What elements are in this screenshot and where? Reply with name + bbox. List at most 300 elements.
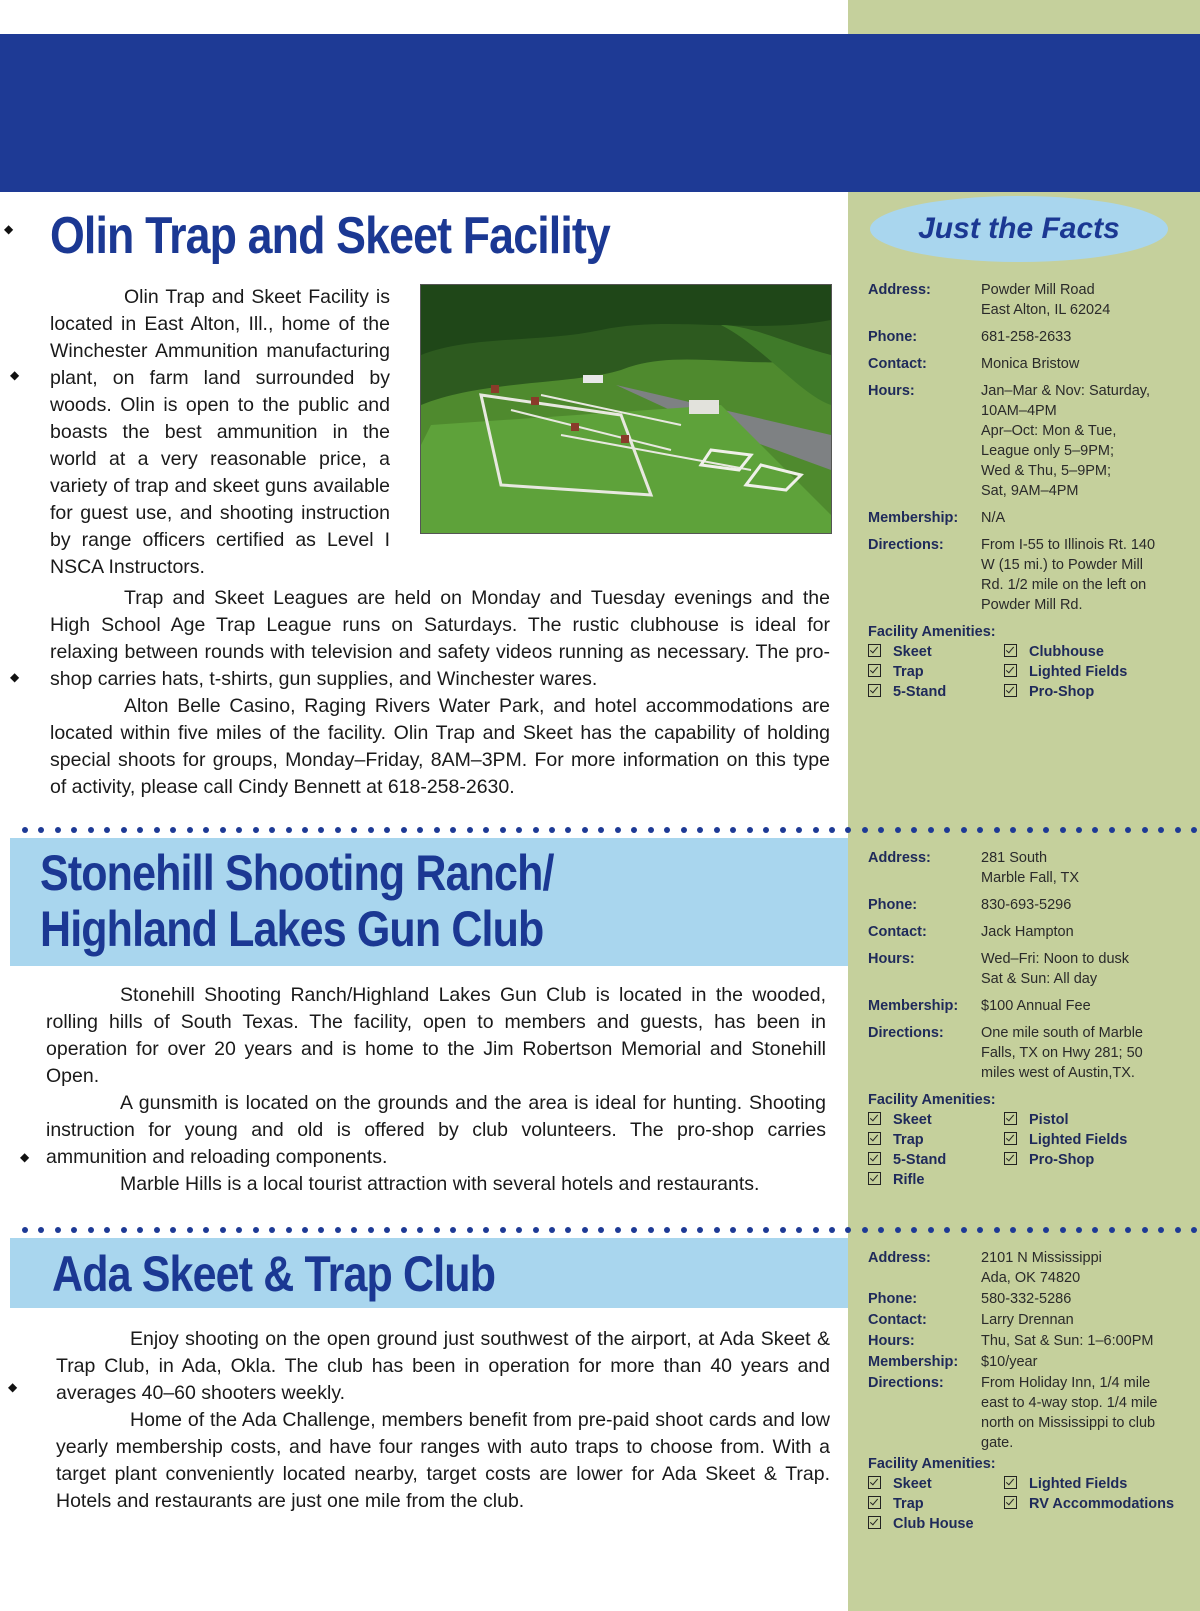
divider-dot: [598, 827, 604, 833]
divider-dot: [730, 827, 736, 833]
divider-dot: [516, 827, 522, 833]
fact-value: Thu, Sat & Sun: 1–6:00PM: [981, 1333, 1154, 1349]
fact-line: Powder Mill Road: [981, 282, 1095, 298]
divider-dot: [434, 1227, 440, 1233]
divider-dot: [335, 1227, 341, 1233]
divider-dot: [467, 1227, 473, 1233]
divider-dot: [796, 1227, 802, 1233]
divider-dot: [813, 1227, 819, 1233]
divider-dot: [351, 827, 357, 833]
divider-dot: [1125, 1227, 1131, 1233]
divider-dot: [845, 1227, 851, 1233]
divider-dot: [104, 1227, 110, 1233]
divider-dot: [681, 827, 687, 833]
divider-dot: [22, 1227, 28, 1233]
section-title: Olin Trap and Skeet Facility: [50, 207, 610, 265]
fact-phone: [868, 327, 1183, 347]
divider-dot: [236, 1227, 242, 1233]
divider-dot: [483, 827, 489, 833]
divider-dot: [961, 1227, 967, 1233]
divider-dot: [1060, 827, 1066, 833]
divider-dot: [38, 827, 44, 833]
amenity-item: [868, 1130, 1004, 1150]
amenity-item: [1004, 1474, 1174, 1494]
amenity-label: Rifle: [893, 1172, 925, 1188]
amenities-title: Facility Amenities:: [868, 624, 996, 640]
checkbox-checked-icon: [1004, 684, 1017, 697]
checkbox-checked-icon: [1004, 1496, 1017, 1509]
divider-dot: [203, 1227, 209, 1233]
divider-dot: [500, 827, 506, 833]
amenity-item: [1004, 1494, 1174, 1514]
divider-dot: [1010, 1227, 1016, 1233]
fact-label: Membership:: [868, 1354, 959, 1370]
divider-dot: [170, 827, 176, 833]
amenity-item: [868, 682, 1004, 702]
divider-dot: [944, 827, 950, 833]
fact-value: 681-258-2633: [981, 329, 1072, 345]
divider-dot: [137, 827, 143, 833]
amenities-list: [868, 642, 1183, 702]
divider-dot: [862, 1227, 868, 1233]
divider-dot: [549, 827, 555, 833]
checkbox-checked-icon: [1004, 1112, 1017, 1125]
divider-dot: [730, 1227, 736, 1233]
divider-dot: [269, 827, 275, 833]
divider-dot: [994, 1227, 1000, 1233]
divider-dot: [368, 1227, 374, 1233]
divider-dot: [203, 827, 209, 833]
divider-dot: [318, 827, 324, 833]
divider-dot: [1092, 827, 1098, 833]
divider-dot: [269, 1227, 275, 1233]
amenity-item: [868, 1150, 1004, 1170]
fact-line: From I-55 to Illinois Rt. 140: [981, 537, 1156, 553]
checkbox-checked-icon: [868, 1172, 881, 1185]
checkbox-checked-icon: [1004, 664, 1017, 677]
divider-dot: [549, 1227, 555, 1233]
divider-dot: [895, 1227, 901, 1233]
divider-dot: [417, 827, 423, 833]
divider-dot: [648, 1227, 654, 1233]
paragraph: Alton Belle Casino, Raging Rivers Water Park, and hotel accommodations are located within five miles of the facility. Olin Trap and Skeet has the capability of holding special shoots for groups, Monday–Friday, 8AM–3PM. For more information on this type of activity, please call Cindy Bennett at 618-258-2630.: [50, 695, 830, 798]
header-banner: [0, 34, 848, 192]
fact-label: Directions:: [868, 1375, 944, 1391]
paragraph: Trap and Skeet Leagues are held on Monday and Tuesday evenings and the High School Age Trap League runs on Saturdays. The rustic clubhouse is ideal for relaxing between rounds with television and safety videos running as necessary. The pro-shop carries hats, t-shirts, gun supplies, and Winchester wares.: [50, 587, 830, 690]
divider-dot: [961, 827, 967, 833]
header-banner-right: [848, 34, 1200, 192]
divider-dot: [71, 1227, 77, 1233]
amenity-item: [868, 1110, 1004, 1130]
fact-line: Wed–Fri: Noon to dusk: [981, 951, 1130, 967]
divider-dot: [582, 827, 588, 833]
divider-dot: [994, 827, 1000, 833]
divider-dot: [38, 1227, 44, 1233]
checkbox-checked-icon: [1004, 1132, 1017, 1145]
divider-dot: [384, 827, 390, 833]
divider-dot: [88, 827, 94, 833]
divider-dot: [714, 1227, 720, 1233]
divider-dot: [154, 827, 160, 833]
checkbox-checked-icon: [1004, 1152, 1017, 1165]
divider-dot: [631, 1227, 637, 1233]
divider-dot: [747, 1227, 753, 1233]
divider-dot: [286, 827, 292, 833]
divider-dot: [154, 1227, 160, 1233]
divider-dot: [796, 827, 802, 833]
divider-dot: [664, 1227, 670, 1233]
divider-dot: [1175, 827, 1181, 833]
divider-dot: [747, 827, 753, 833]
margin-mark: ◆: [10, 670, 20, 684]
fact-directions: [868, 1373, 1183, 1453]
divider-dot: [763, 1227, 769, 1233]
fact-label: Directions:: [868, 1025, 944, 1041]
checkbox-checked-icon: [868, 684, 881, 697]
fact-line: Sat & Sun: All day: [981, 971, 1098, 987]
divider-dot: [1076, 1227, 1082, 1233]
divider-dot: [533, 1227, 539, 1233]
facts-box-olin: [868, 280, 1183, 702]
paragraph: Home of the Ada Challenge, members benefit from pre-paid shoot cards and low yearly membership costs, and have four ranges with auto traps to choose from. With a target plant conveniently located nearby, target costs are lower for Ada Skeet & Trap. Hotels and restaurants are just one mile from the club.: [56, 1409, 830, 1512]
fact-line: From Holiday Inn, 1/4 mile: [981, 1375, 1151, 1391]
amenity-label: RV Accommodations: [1029, 1496, 1175, 1512]
amenity-label: 5-Stand: [893, 684, 947, 700]
fact-membership: [868, 996, 1183, 1016]
fact-value: [981, 1248, 1183, 1288]
divider-dot: [1125, 827, 1131, 833]
divider-dot: [928, 1227, 934, 1233]
margin-mark: ◆: [8, 1380, 18, 1394]
fact-line: One mile south of Marble: [981, 1025, 1143, 1041]
divider-dot: [911, 1227, 917, 1233]
fact-value: [981, 381, 1183, 501]
divider-dot: [829, 1227, 835, 1233]
fact-hours: [868, 949, 1183, 989]
divider-dot: [71, 827, 77, 833]
checkbox-checked-icon: [868, 1152, 881, 1165]
divider-dot: [483, 1227, 489, 1233]
divider-dot: [500, 1227, 506, 1233]
divider-dot: [1191, 827, 1197, 833]
divider-dot: [1175, 1227, 1181, 1233]
divider-dot: [187, 827, 193, 833]
divider-dot: [1092, 1227, 1098, 1233]
amenity-label: Pistol: [1029, 1112, 1069, 1128]
fact-label: Hours:: [868, 951, 915, 967]
fact-value: Jack Hampton: [981, 924, 1074, 940]
amenity-item: [1004, 1130, 1174, 1150]
divider-dot: [253, 827, 259, 833]
fact-label: Directions:: [868, 537, 944, 553]
divider-dot: [565, 1227, 571, 1233]
divider-dot: [664, 827, 670, 833]
amenities-title: Facility Amenities:: [868, 1456, 996, 1472]
checkbox-checked-icon: [1004, 644, 1017, 657]
divider-dot: [631, 827, 637, 833]
divider-dot: [780, 1227, 786, 1233]
divider-dot: [1043, 827, 1049, 833]
divider-dot: [286, 1227, 292, 1233]
section-title-line: Highland Lakes Gun Club: [40, 901, 544, 957]
divider-dot: [121, 827, 127, 833]
fact-line: north on Mississippi to club: [981, 1415, 1156, 1431]
fact-value: [981, 280, 1183, 320]
divider-dot: [351, 1227, 357, 1233]
amenity-item: [868, 642, 1004, 662]
divider-dot: [895, 827, 901, 833]
fact-label: Phone:: [868, 897, 918, 913]
margin-mark: ◆: [20, 1150, 30, 1164]
amenity-item: [868, 1494, 1004, 1514]
checkbox-checked-icon: [868, 1516, 881, 1529]
fact-directions: [868, 535, 1183, 615]
amenity-label: Pro-Shop: [1029, 684, 1095, 700]
fact-contact: [868, 354, 1183, 374]
fact-contact: [868, 1310, 1183, 1330]
divider-dot: [977, 827, 983, 833]
fact-line: East Alton, IL 62024: [981, 302, 1111, 318]
fact-line: Powder Mill Rd.: [981, 597, 1083, 613]
aerial-photo-illustration: [421, 285, 831, 533]
divider-dot: [598, 1227, 604, 1233]
fact-value: [981, 949, 1183, 989]
amenity-label: 5-Stand: [893, 1152, 947, 1168]
fact-value: [981, 848, 1183, 888]
dotted-divider: [22, 1226, 1198, 1234]
divider-dot: [565, 827, 571, 833]
fact-value: N/A: [981, 510, 1006, 526]
fact-label: Hours:: [868, 1333, 915, 1349]
amenity-label: Lighted Fields: [1029, 664, 1128, 680]
margin-mark: ◆: [4, 222, 14, 236]
amenity-item: [1004, 642, 1174, 662]
divider-dot: [88, 1227, 94, 1233]
divider-dot: [434, 827, 440, 833]
fact-line: Sat, 9AM–4PM: [981, 483, 1079, 499]
divider-dot: [22, 827, 28, 833]
divider-dot: [384, 1227, 390, 1233]
divider-dot: [1109, 1227, 1115, 1233]
divider-dot: [582, 1227, 588, 1233]
divider-dot: [253, 1227, 259, 1233]
fact-line: 2101 N Mississippi: [981, 1250, 1102, 1266]
fact-label: Address:: [868, 1250, 931, 1266]
divider-dot: [928, 827, 934, 833]
amenity-label: Club House: [893, 1516, 974, 1532]
divider-dot: [1076, 827, 1082, 833]
divider-dot: [1109, 827, 1115, 833]
divider-dot: [401, 827, 407, 833]
divider-dot: [170, 1227, 176, 1233]
divider-dot: [780, 827, 786, 833]
section-title: Ada Skeet & Trap Club: [52, 1246, 496, 1302]
fact-value: 830-693-5296: [981, 897, 1072, 913]
divider-dot: [417, 1227, 423, 1233]
divider-dot: [911, 827, 917, 833]
divider-dot: [714, 827, 720, 833]
fact-line: miles west of Austin,TX.: [981, 1065, 1135, 1081]
facts-box-ada: [868, 1248, 1183, 1534]
fact-line: gate.: [981, 1435, 1014, 1451]
fact-line: League only 5–9PM;: [981, 443, 1115, 459]
amenities-title: Facility Amenities:: [868, 1092, 996, 1108]
fact-label: Membership:: [868, 510, 959, 526]
section2-body: [46, 982, 826, 1198]
just-the-facts-heading: [870, 196, 1168, 262]
amenity-label: Pro-Shop: [1029, 1152, 1095, 1168]
divider-dot: [1158, 1227, 1164, 1233]
dotted-divider: [22, 826, 1198, 834]
divider-dot: [533, 827, 539, 833]
fact-line: Jan–Mar & Nov: Saturday,: [981, 383, 1150, 399]
fact-line: Falls, TX on Hwy 281; 50: [981, 1045, 1143, 1061]
fact-label: Contact:: [868, 924, 927, 940]
checkbox-checked-icon: [868, 644, 881, 657]
divider-dot: [944, 1227, 950, 1233]
section-title-line: Stonehill Shooting Ranch/: [40, 845, 554, 901]
amenity-item: [868, 662, 1004, 682]
divider-dot: [516, 1227, 522, 1233]
fact-label: Address:: [868, 850, 931, 866]
checkbox-checked-icon: [868, 1476, 881, 1489]
fact-address: [868, 848, 1183, 888]
divider-dot: [220, 1227, 226, 1233]
amenity-label: Clubhouse: [1029, 644, 1104, 660]
fact-directions: [868, 1023, 1183, 1083]
fact-value: 580-332-5286: [981, 1291, 1072, 1307]
divider-dot: [137, 1227, 143, 1233]
fact-line: Ada, OK 74820: [981, 1270, 1081, 1286]
fact-value: [981, 535, 1183, 615]
divider-dot: [1158, 827, 1164, 833]
amenity-label: Trap: [893, 1496, 924, 1512]
divider-dot: [1142, 827, 1148, 833]
fact-label: Phone:: [868, 329, 918, 345]
divider-dot: [467, 827, 473, 833]
divider-dot: [681, 1227, 687, 1233]
divider-dot: [845, 827, 851, 833]
amenity-item: [1004, 1110, 1174, 1130]
divider-dot: [878, 827, 884, 833]
amenity-item: [1004, 662, 1174, 682]
divider-dot: [368, 827, 374, 833]
sidebar-heading: Just the Facts: [918, 212, 1120, 245]
facility-aerial-photo: [420, 284, 832, 534]
fact-value: $100 Annual Fee: [981, 998, 1091, 1014]
divider-dot: [763, 827, 769, 833]
divider-dot: [1060, 1227, 1066, 1233]
checkbox-checked-icon: [868, 1132, 881, 1145]
divider-dot: [104, 827, 110, 833]
amenity-label: Skeet: [893, 644, 932, 660]
section3-body: [56, 1326, 830, 1515]
fact-value: [981, 1373, 1183, 1453]
paragraph: Stonehill Shooting Ranch/Highland Lakes Gun Club is located in the wooded, rolling hills of South Texas. The facility, open to members and guests, has been in operation for over 20 years and is home to the Jim Robertson Memorial and Stonehill Open.: [46, 984, 826, 1087]
checkbox-checked-icon: [1004, 1476, 1017, 1489]
divider-dot: [615, 1227, 621, 1233]
section-title: [40, 845, 554, 957]
fact-line: Wed & Thu, 5–9PM;: [981, 463, 1112, 479]
amenity-item: [868, 1514, 1004, 1534]
fact-label: Contact:: [868, 356, 927, 372]
amenity-label: Skeet: [893, 1112, 932, 1128]
fact-phone: [868, 895, 1183, 915]
divider-dot: [1043, 1227, 1049, 1233]
fact-address: [868, 280, 1183, 320]
divider-dot: [1027, 827, 1033, 833]
fact-membership: [868, 1352, 1183, 1372]
amenities-list: [868, 1474, 1183, 1534]
divider-dot: [401, 1227, 407, 1233]
amenity-label: Lighted Fields: [1029, 1132, 1128, 1148]
fact-value: [981, 1023, 1183, 1083]
paragraph: Enjoy shooting on the open ground just southwest of the airport, at Ada Skeet & Trap Club, in Ada, Okla. The club has been in operation for more than 40 years and averages 40–60 shooters weekly.: [56, 1328, 830, 1404]
amenities-list: [868, 1110, 1183, 1190]
fact-value: $10/year: [981, 1354, 1038, 1370]
paragraph: Marble Hills is a local tourist attraction with several hotels and restaurants.: [120, 1173, 760, 1195]
divider-dot: [615, 827, 621, 833]
fact-label: Hours:: [868, 383, 915, 399]
divider-dot: [121, 1227, 127, 1233]
section1-body: [50, 585, 830, 801]
fact-label: Phone:: [868, 1291, 918, 1307]
fact-address: [868, 1248, 1183, 1288]
fact-label: Membership:: [868, 998, 959, 1014]
divider-dot: [187, 1227, 193, 1233]
amenity-label: Trap: [893, 1132, 924, 1148]
paragraph: A gunsmith is located on the grounds and the area is ideal for hunting. Shooting instruction for young and old is offered by club volunteers. The pro-shop carries ammunition and reloading components.: [46, 1092, 826, 1168]
divider-dot: [302, 827, 308, 833]
divider-dot: [450, 827, 456, 833]
divider-dot: [220, 827, 226, 833]
divider-dot: [697, 1227, 703, 1233]
amenity-item: [868, 1170, 1004, 1190]
fact-label: Address:: [868, 282, 931, 298]
section1-intro: [50, 284, 390, 581]
divider-dot: [697, 827, 703, 833]
fact-membership: [868, 508, 1183, 528]
divider-dot: [55, 827, 61, 833]
divider-dot: [450, 1227, 456, 1233]
fact-contact: [868, 922, 1183, 942]
checkbox-checked-icon: [868, 1112, 881, 1125]
paragraph: Olin Trap and Skeet Facility is located in East Alton, Ill., home of the Winchester Ammunition manufacturing plant, on farm land surrounded by woods. Olin is open to the public and boasts the best ammunition in the world at a very reasonable price, a variety of trap and skeet guns available for guest use, and shooting instruction by range officers certified as Level I NSCA Instructors.: [50, 286, 390, 578]
fact-line: Rd. 1/2 mile on the left on: [981, 577, 1147, 593]
fact-hours: [868, 1331, 1183, 1351]
amenity-label: Lighted Fields: [1029, 1476, 1128, 1492]
checkbox-checked-icon: [868, 664, 881, 677]
margin-mark: ◆: [10, 368, 20, 382]
fact-hours: [868, 381, 1183, 501]
divider-dot: [1010, 827, 1016, 833]
divider-dot: [862, 827, 868, 833]
amenity-label: Trap: [893, 664, 924, 680]
fact-phone: [868, 1289, 1183, 1309]
divider-dot: [55, 1227, 61, 1233]
fact-line: Marble Fall, TX: [981, 870, 1080, 886]
fact-line: 281 South: [981, 850, 1048, 866]
divider-dot: [878, 1227, 884, 1233]
divider-dot: [1027, 1227, 1033, 1233]
divider-dot: [335, 827, 341, 833]
fact-line: W (15 mi.) to Powder Mill: [981, 557, 1143, 573]
divider-dot: [813, 827, 819, 833]
fact-value: Monica Bristow: [981, 356, 1080, 372]
amenity-item: [1004, 682, 1174, 702]
facts-box-stonehill: [868, 848, 1183, 1190]
divider-dot: [318, 1227, 324, 1233]
